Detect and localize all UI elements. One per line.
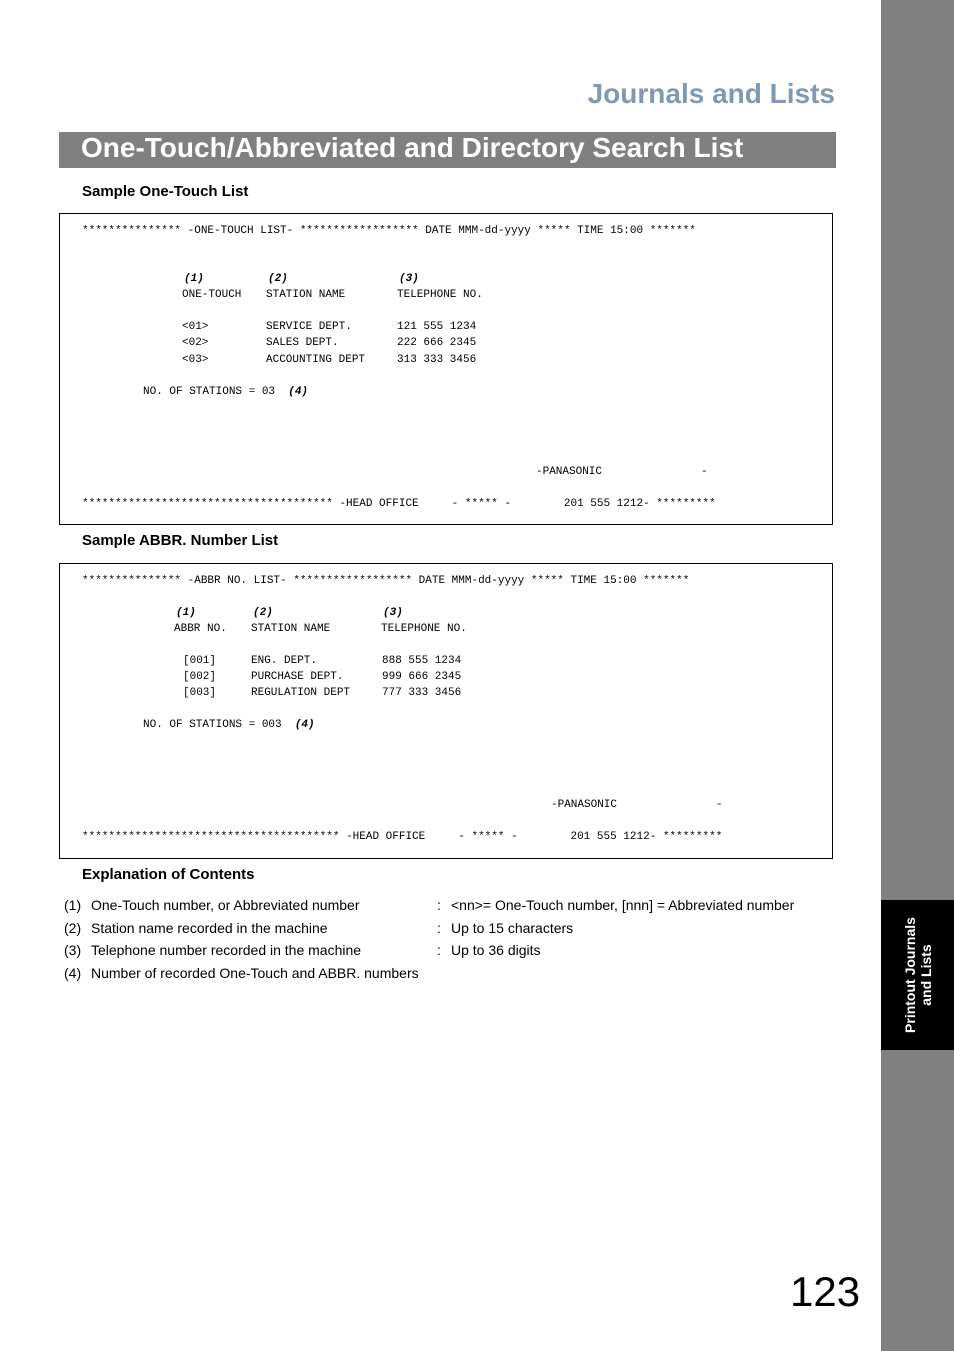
- stations-count: NO. OF STATIONS = 03 (4): [143, 386, 309, 398]
- stations-count: NO. OF STATIONS = 003 (4): [143, 719, 315, 731]
- chapter-tab: [881, 900, 954, 1050]
- explanation-num: (1): [64, 897, 82, 913]
- report-top-line: *************** -ONE-TOUCH LIST- ****************** DATE MMM-dd-yyyy ***** TIME 15:00 *******: [82, 225, 696, 237]
- row-name: PURCHASE DEPT.: [251, 671, 344, 683]
- col-header-name: STATION NAME: [251, 623, 331, 635]
- row-id: [003]: [183, 687, 217, 699]
- page-title: One-Touch/Abbreviated and Directory Search List: [81, 132, 744, 163]
- explanation-colon: :: [437, 920, 441, 936]
- row-name: SERVICE DEPT.: [266, 321, 352, 333]
- explanation-colon: :: [437, 942, 441, 958]
- explanation-title: Explanation of Contents: [82, 866, 255, 883]
- row-id: <02>: [182, 337, 209, 349]
- section-header: Journals and Lists: [587, 78, 835, 109]
- explanation-num: (3): [64, 942, 82, 958]
- col-num-1: (1): [184, 273, 204, 285]
- sender-line: -PANASONIC -: [551, 799, 723, 811]
- row-id: [002]: [183, 671, 217, 683]
- explanation-desc: Up to 36 digits: [451, 942, 541, 958]
- explanation-desc: Up to 15 characters: [451, 920, 574, 936]
- sample-onetouch-box: [59, 213, 833, 525]
- sender-line: -PANASONIC -: [536, 466, 708, 478]
- explanation-label: Telephone number recorded in the machine: [91, 942, 362, 958]
- right-sidebar: [881, 0, 954, 1351]
- explanation-num: (4): [64, 965, 82, 981]
- sample-abbr-box: [59, 563, 833, 859]
- row-id: <01>: [182, 321, 209, 333]
- chapter-tab-label: Printout Journals and Lists: [901, 917, 934, 1033]
- col-num-3: (3): [399, 273, 419, 285]
- row-name: ACCOUNTING DEPT: [266, 354, 366, 366]
- stations-num: (4): [288, 386, 309, 398]
- row-tel: 888 555 1234: [382, 655, 462, 667]
- sample-onetouch-title: Sample One-Touch List: [82, 183, 249, 200]
- col-header-tel: TELEPHONE NO.: [397, 289, 483, 301]
- row-tel: 313 333 3456: [397, 354, 477, 366]
- col-header-id: ONE-TOUCH: [182, 289, 242, 301]
- col-header-tel: TELEPHONE NO.: [381, 623, 467, 635]
- row-id: <03>: [182, 354, 209, 366]
- row-name: ENG. DEPT.: [251, 655, 318, 667]
- explanation-desc: <nn>= One-Touch number, [nnn] = Abbreviated number: [451, 897, 795, 913]
- row-name: SALES DEPT.: [266, 337, 339, 349]
- row-tel: 999 666 2345: [382, 671, 462, 683]
- explanation-label: Station name recorded in the machine: [91, 920, 328, 936]
- stations-num: (4): [294, 719, 315, 731]
- col-header-id: ABBR NO.: [174, 623, 227, 635]
- explanation-num: (2): [64, 920, 82, 936]
- explanation-label: One-Touch number, or Abbreviated number: [91, 897, 360, 913]
- row-name: REGULATION DEPT: [251, 687, 351, 699]
- col-num-2: (2): [268, 273, 288, 285]
- report-bottom-line: ************************************** -HEAD OFFICE - ***** - 201 555 1212- *********: [82, 498, 716, 510]
- page-number: 123: [790, 1268, 861, 1315]
- report-top-line: *************** -ABBR NO. LIST- ****************** DATE MMM-dd-yyyy ***** TIME 15:00 *******: [82, 575, 690, 587]
- col-header-name: STATION NAME: [266, 289, 346, 301]
- col-num-2: (2): [253, 607, 273, 619]
- explanation-label: Number of recorded One-Touch and ABBR. numbers: [91, 965, 419, 981]
- row-tel: 777 333 3456: [382, 687, 462, 699]
- sample-abbr-title: Sample ABBR. Number List: [82, 532, 279, 549]
- col-num-3: (3): [383, 607, 403, 619]
- page-title-bar: [59, 132, 836, 168]
- row-tel: 222 666 2345: [397, 337, 477, 349]
- report-bottom-line: *************************************** -HEAD OFFICE - ***** - 201 555 1212- *********: [82, 831, 723, 843]
- row-id: [001]: [183, 655, 217, 667]
- explanation-colon: :: [437, 897, 441, 913]
- row-tel: 121 555 1234: [397, 321, 477, 333]
- col-num-1: (1): [176, 607, 196, 619]
